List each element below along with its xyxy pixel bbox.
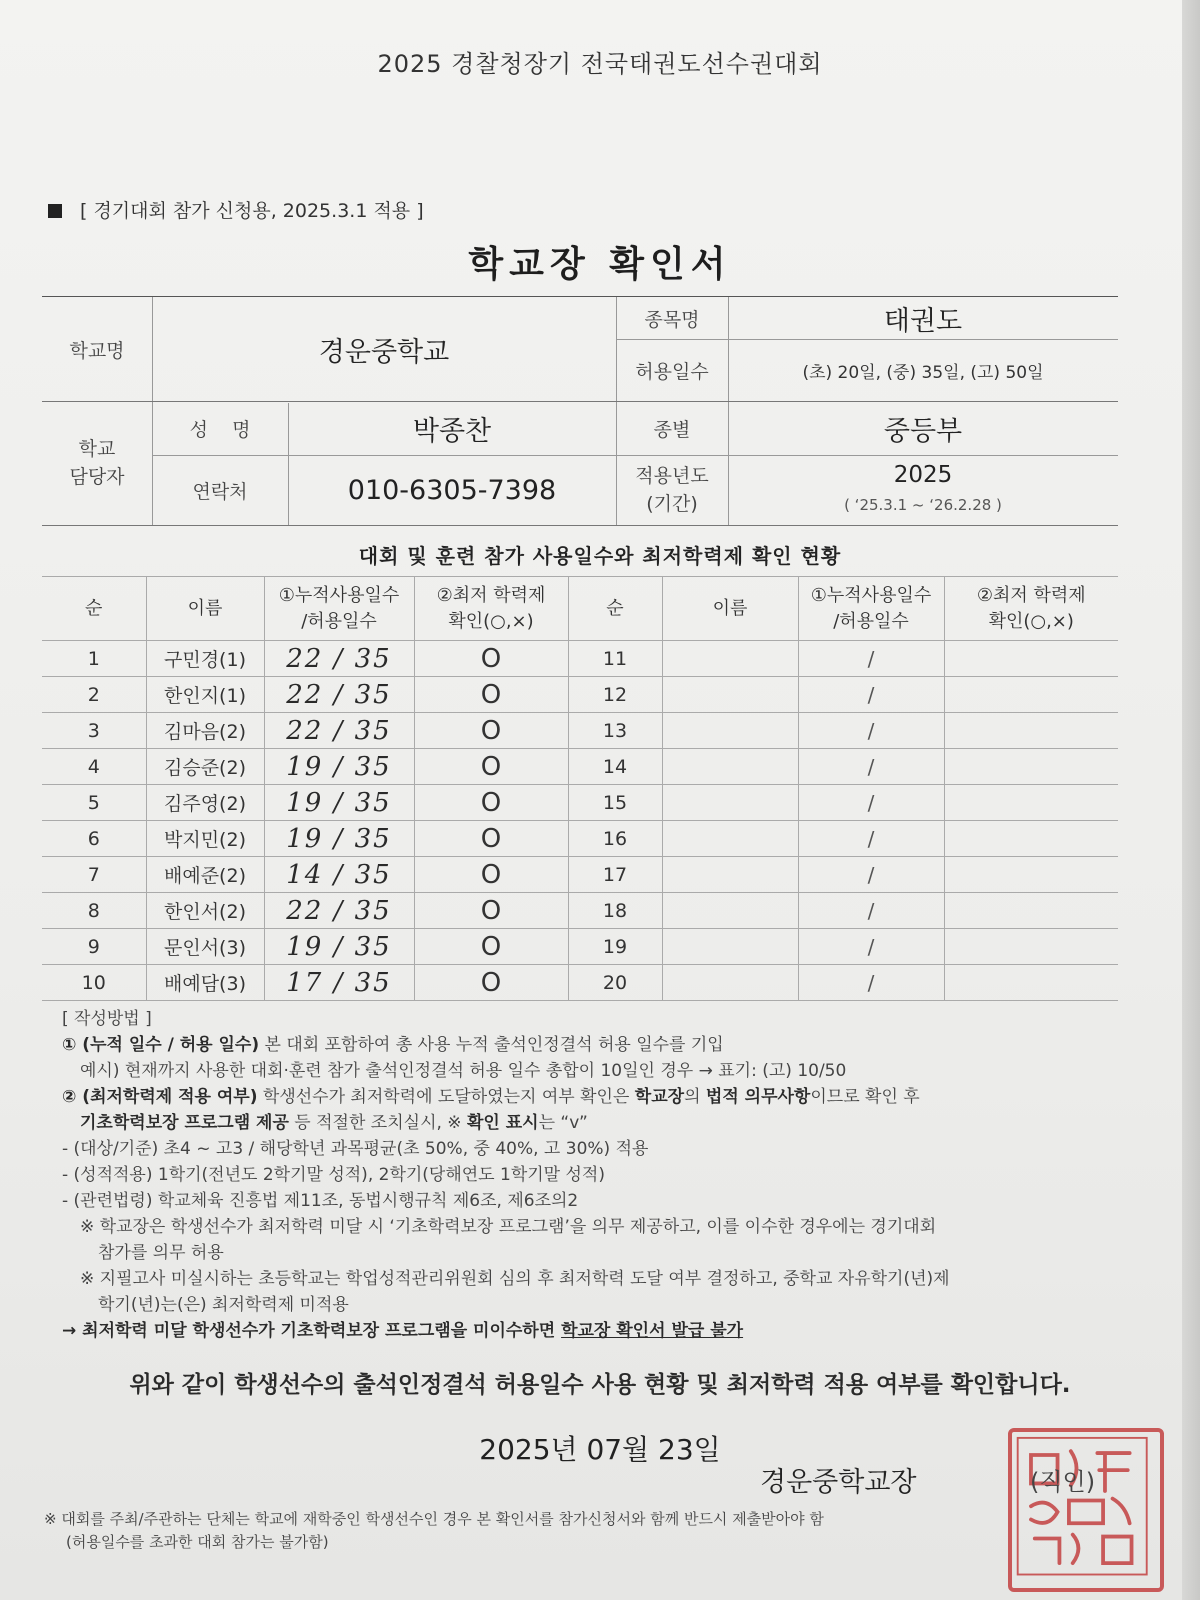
row-mark xyxy=(944,713,1118,749)
row-no: 1 xyxy=(42,641,146,677)
row-days: / xyxy=(798,893,944,929)
row-no: 12 xyxy=(568,677,662,713)
contact-phone: 010-6305-7398 xyxy=(347,474,557,506)
note-2-bold: ② (최저학력제 적용 여부) xyxy=(62,1087,258,1107)
row-days: 14 / 35 xyxy=(264,857,414,893)
row-no: 2 xyxy=(42,677,146,713)
row-mark xyxy=(944,785,1118,821)
year-value-cell xyxy=(728,455,1118,525)
row-days: / xyxy=(798,785,944,821)
header-min-line1: ②최저 학력제 xyxy=(436,584,546,606)
row-name xyxy=(662,785,798,821)
header-name-right: 이름 xyxy=(662,577,798,641)
footer-note xyxy=(44,1508,1154,1554)
school-name: 경운중학교 xyxy=(318,336,450,368)
note-5: - (관련법령) 학교체육 진흥법 제11조, 동법시행규칙 제6조, 제6조의2 xyxy=(62,1191,579,1211)
header-days-right-line1: ①누적사용일수 xyxy=(810,584,932,606)
row-no: 17 xyxy=(568,857,662,893)
note-2 xyxy=(62,1084,1142,1110)
table-row xyxy=(42,893,1118,929)
footer-line2: (허용일수를 초과한 대회 참가는 불가함) xyxy=(66,1533,329,1551)
row-name: 구민경(1) xyxy=(146,641,264,677)
row-name: 박지민(2) xyxy=(146,821,264,857)
note-8 xyxy=(62,1318,1142,1344)
row-no: 7 xyxy=(42,857,146,893)
row-days: / xyxy=(798,857,944,893)
note-1-bold: ① (누적 일수 / 허용 일수) xyxy=(62,1035,260,1055)
row-mark: O xyxy=(414,857,568,893)
notes-heading: [ 작성방법 ] xyxy=(62,1009,152,1029)
row-days: / xyxy=(798,749,944,785)
section-title: 대회 및 훈련 참가 사용일수와 최저학력제 확인 현황 xyxy=(358,544,842,568)
row-name xyxy=(662,893,798,929)
note-2-line2-text: 등 적절한 조치실시, ※ xyxy=(288,1113,467,1133)
seal-label: (직인) xyxy=(1030,1468,1096,1496)
row-mark: O xyxy=(414,821,568,857)
year-label xyxy=(616,455,728,525)
row-name: 김주영(2) xyxy=(146,785,264,821)
division-value: 중등부 xyxy=(883,415,963,447)
note-7b: 학기(년)는(은) 최저학력제 미적용 xyxy=(98,1295,349,1315)
row-no: 20 xyxy=(568,965,662,1001)
row-no: 6 xyxy=(42,821,146,857)
row-mark xyxy=(944,821,1118,857)
row-no: 13 xyxy=(568,713,662,749)
row-mark xyxy=(944,857,1118,893)
row-days: / xyxy=(798,641,944,677)
row-mark xyxy=(944,893,1118,929)
header-min-right xyxy=(944,577,1118,641)
header-min-right-line2: 확인(○,×) xyxy=(988,610,1074,632)
row-mark: O xyxy=(414,965,568,1001)
note-1 xyxy=(62,1032,1142,1058)
period-value: ( ‘25.3.1 ~ ‘26.2.28 ) xyxy=(844,496,1002,514)
table-row xyxy=(42,857,1118,893)
row-mark: O xyxy=(414,749,568,785)
row-name xyxy=(662,965,798,1001)
row-days: 17 / 35 xyxy=(264,965,414,1001)
table-row xyxy=(42,713,1118,749)
row-days: / xyxy=(798,965,944,1001)
row-name: 김마음(2) xyxy=(146,713,264,749)
header-name: 이름 xyxy=(146,577,264,641)
row-mark: O xyxy=(414,893,568,929)
row-days: 22 / 35 xyxy=(264,713,414,749)
row-no: 18 xyxy=(568,893,662,929)
allow-label: 허용일수 xyxy=(635,360,709,383)
row-days: / xyxy=(798,929,944,965)
note-2-text-a: 학생선수가 최저학력에 도달하였는지 여부 확인은 xyxy=(257,1087,635,1107)
row-no: 19 xyxy=(568,929,662,965)
note-8-underline: 학교장 확인서 발급 불가 xyxy=(561,1321,744,1341)
division-label: 종별 xyxy=(653,418,691,441)
row-name xyxy=(662,857,798,893)
table-row xyxy=(42,677,1118,713)
header-days-line1: ①누적사용일수 xyxy=(278,584,400,606)
row-mark xyxy=(944,749,1118,785)
row-no: 9 xyxy=(42,929,146,965)
row-no: 15 xyxy=(568,785,662,821)
row-no: 16 xyxy=(568,821,662,857)
row-mark xyxy=(944,641,1118,677)
row-days: 19 / 35 xyxy=(264,785,414,821)
row-name xyxy=(662,749,798,785)
instructions xyxy=(62,1006,1142,1344)
square-bullet-icon xyxy=(48,204,62,218)
table-row xyxy=(42,965,1118,1001)
roster-header-row xyxy=(42,577,1118,641)
row-name: 배예담(3) xyxy=(146,965,264,1001)
note-3: - (대상/기준) 초4 ~ 고3 / 해당학년 과목평균(초 50%, 중 40%, 고 30%) 적용 xyxy=(62,1139,649,1159)
row-name xyxy=(662,641,798,677)
note-2-line2-bold2: 확인 표시 xyxy=(466,1113,539,1133)
note-8-text: → 최저학력 미달 학생선수가 기초학력보장 프로그램을 미이수하면 xyxy=(62,1321,562,1341)
header-min-right-line1: ②최저 학력제 xyxy=(976,584,1086,606)
note-2-text-c: 의 xyxy=(684,1087,706,1107)
row-no: 14 xyxy=(568,749,662,785)
row-mark: O xyxy=(414,677,568,713)
row-days: 19 / 35 xyxy=(264,749,414,785)
row-name: 배예준(2) xyxy=(146,857,264,893)
year-label-line2: (기간) xyxy=(646,493,698,515)
form-subtitle xyxy=(48,196,424,223)
row-name xyxy=(662,929,798,965)
row-days: 19 / 35 xyxy=(264,821,414,857)
note-2-line2 xyxy=(62,1110,1142,1136)
row-name xyxy=(662,677,798,713)
year-value: 2025 xyxy=(893,462,953,488)
row-days: 19 / 35 xyxy=(264,929,414,965)
note-2-line2-text2: 는 “v” xyxy=(538,1113,588,1133)
document-title: 학교장 확인서 xyxy=(468,244,732,285)
row-mark: O xyxy=(414,713,568,749)
year-label-line1: 적용년도 xyxy=(635,465,709,487)
table-row xyxy=(42,785,1118,821)
note-2-text-e: 이므로 확인 후 xyxy=(810,1087,920,1107)
row-days: 22 / 35 xyxy=(264,893,414,929)
school-label: 학교명 xyxy=(69,339,125,362)
confirmation-statement: 위와 같이 학생선수의 출석인정결석 허용일수 사용 현황 및 최저학력 적용 여부를 확인합니다. xyxy=(129,1372,1071,1398)
contact-label xyxy=(42,401,152,525)
row-name: 김승준(2) xyxy=(146,749,264,785)
row-name: 문인서(3) xyxy=(146,929,264,965)
header-no-right: 순 xyxy=(568,577,662,641)
contact-label-line2: 담당자 xyxy=(69,466,125,488)
row-mark xyxy=(944,677,1118,713)
note-2-bold-d: 법적 의무사항 xyxy=(705,1087,811,1107)
header-days-line2: /허용일수 xyxy=(301,610,377,632)
header-days xyxy=(264,577,414,641)
row-mark: O xyxy=(414,785,568,821)
roster-table xyxy=(42,576,1118,1001)
competition-title: 2025 경찰청장기 전국태권도선수권대회 xyxy=(377,50,823,78)
note-6a: ※ 학교장은 학생선수가 최저학력 미달 시 ‘기초학력보장 프로그램’을 의무 제공하고, 이를 이수한 경우에는 경기대회 xyxy=(80,1217,937,1237)
note-7a: ※ 지필고사 미실시하는 초등학교는 학업성적관리위원회 심의 후 최저학력 도달 여부 결정하고, 중학교 자유학기(년)제 xyxy=(80,1269,950,1289)
contact-name: 박종찬 xyxy=(412,415,492,447)
row-no: 10 xyxy=(42,965,146,1001)
header-min-line2: 확인(○,×) xyxy=(448,610,534,632)
table-row xyxy=(42,929,1118,965)
name-label: 성 명 xyxy=(189,418,251,441)
note-2-bold-b: 학교장 xyxy=(634,1087,685,1107)
header-days-right-line2: /허용일수 xyxy=(833,610,909,632)
row-no: 11 xyxy=(568,641,662,677)
principal-name: 경운중학교장 xyxy=(760,1467,917,1498)
phone-label: 연락처 xyxy=(192,480,248,503)
note-2-line2-bold: 기초학력보장 프로그램 제공 xyxy=(80,1113,289,1133)
row-no: 5 xyxy=(42,785,146,821)
issue-date: 2025년 07월 23일 xyxy=(479,1433,721,1466)
row-name: 한인지(1) xyxy=(146,677,264,713)
subtitle-text: [ 경기대회 참가 신청용, 2025.3.1 적용 ] xyxy=(80,200,424,222)
row-mark xyxy=(944,929,1118,965)
table-row xyxy=(42,821,1118,857)
header-days-right xyxy=(798,577,944,641)
row-name xyxy=(662,713,798,749)
note-1-text: 본 대회 포함하여 총 사용 누적 출석인정결석 허용 일수를 기입 xyxy=(259,1035,724,1055)
note-4: - (성적적용) 1학기(전년도 2학기말 성적), 2학기(당해연도 1학기말 성적) xyxy=(62,1165,605,1185)
row-no: 8 xyxy=(42,893,146,929)
allow-value: (초) 20일, (중) 35일, (고) 50일 xyxy=(802,362,1044,383)
row-mark: O xyxy=(414,929,568,965)
event-name: 태권도 xyxy=(883,305,963,337)
row-name xyxy=(662,821,798,857)
row-days: / xyxy=(798,713,944,749)
row-days: 22 / 35 xyxy=(264,677,414,713)
row-days: / xyxy=(798,821,944,857)
contact-label-line1: 학교 xyxy=(78,438,116,460)
row-name: 한인서(2) xyxy=(146,893,264,929)
footer-line1: ※ 대회를 주최/주관하는 단체는 학교에 재학중인 학생선수인 경우 본 확인서를 참가신청서와 함께 반드시 제출받아야 함 xyxy=(44,1510,824,1528)
row-days: 22 / 35 xyxy=(264,641,414,677)
row-no: 4 xyxy=(42,749,146,785)
row-mark: O xyxy=(414,641,568,677)
row-mark xyxy=(944,965,1118,1001)
header-min xyxy=(414,577,568,641)
note-1-example: 예시) 현재까지 사용한 대회·훈련 참가 출석인정결석 허용 일수 총합이 10일인 경우 → 표기: (고) 10/50 xyxy=(80,1061,847,1081)
header-no: 순 xyxy=(42,577,146,641)
row-days: / xyxy=(798,677,944,713)
row-no: 3 xyxy=(42,713,146,749)
info-table xyxy=(42,296,1118,526)
event-label: 종목명 xyxy=(644,308,700,331)
table-row xyxy=(42,641,1118,677)
table-row xyxy=(42,749,1118,785)
note-6b: 참가를 의무 허용 xyxy=(98,1243,224,1263)
